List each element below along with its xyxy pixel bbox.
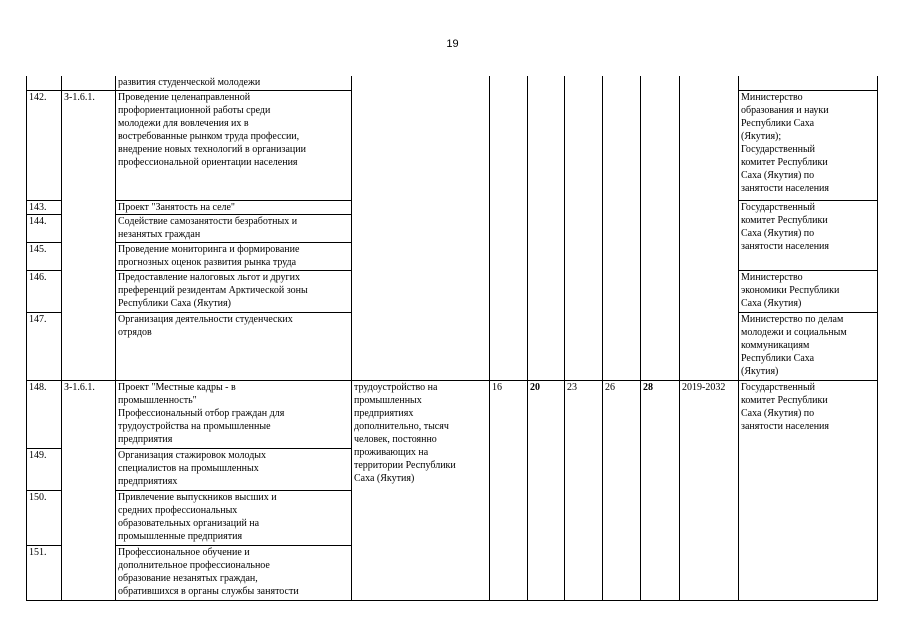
table-row	[27, 76, 878, 90]
page-number: 19	[446, 38, 459, 50]
code-cell: З-1.6.1.	[62, 90, 116, 380]
value-cell: 16	[490, 380, 528, 600]
value-cell: 20	[528, 380, 565, 600]
row-number-cell: 149.	[27, 448, 62, 490]
event-cell: Проведение мониторинга и формирование прогнозных оценок развития рынка труда	[116, 242, 352, 270]
row-number-cell: 143.	[27, 200, 62, 214]
value-cell	[490, 76, 528, 380]
event-cell: Проект "Местные кадры - в промышленность" Профессиональный отбор граждан для трудоустройства на промышленные предприятия	[116, 380, 352, 448]
value-cell	[565, 76, 603, 380]
value-cell	[641, 76, 680, 380]
value-cell	[603, 76, 641, 380]
event-cell: Предоставление налоговых льгот и других преференций резидентам Арктической зоны Республики Саха (Якутия)	[116, 270, 352, 312]
responsible-cell: Министерство экономики Республики Саха (Якутия)	[739, 270, 878, 312]
row-number-cell: 147.	[27, 312, 62, 380]
event-cell: Привлечение выпускников высших и средних профессиональных образовательных организаций на промышленные предприятия	[116, 490, 352, 545]
responsible-cell	[739, 76, 878, 90]
event-cell: развития студенческой молодежи	[116, 76, 352, 90]
responsible-cell: Министерство образования и науки Республики Саха (Якутия); Государственный комитет Республики Саха (Якутия) по занятости населения	[739, 90, 878, 200]
row-number-cell: 150.	[27, 490, 62, 545]
responsible-cell: Государственный комитет Республики Саха (Якутия) по занятости населения	[739, 380, 878, 600]
period-cell: 2019-2032	[680, 380, 739, 600]
row-number-cell	[27, 76, 62, 90]
event-cell: Организация деятельности студенческих отрядов	[116, 312, 352, 380]
responsible-cell: Государственный комитет Республики Саха (Якутия) по занятости населения	[739, 200, 878, 270]
measures-table	[26, 76, 878, 601]
responsible-cell: Министерство по делам молодежи и социальным коммуникациям Республики Саха (Якутия)	[739, 312, 878, 380]
period-cell	[680, 76, 739, 380]
event-cell: Проект "Занятость на селе"	[116, 200, 352, 214]
row-number-cell: 144.	[27, 214, 62, 242]
value-cell: 28	[641, 380, 680, 600]
code-cell: З-1.6.1.	[62, 380, 116, 600]
value-cell: 23	[565, 380, 603, 600]
value-cell	[528, 76, 565, 380]
row-number-cell: 142.	[27, 90, 62, 200]
table-row	[27, 380, 878, 448]
indicator-cell	[352, 76, 490, 380]
event-cell: Организация стажировок молодых специалистов на промышленных предприятиях	[116, 448, 352, 490]
value-cell: 26	[603, 380, 641, 600]
code-cell	[62, 76, 116, 90]
event-cell: Профессиональное обучение и дополнительное профессиональное образование незанятых граждан, обратившихся в органы службы занятости	[116, 545, 352, 600]
row-number-cell: 146.	[27, 270, 62, 312]
row-number-cell: 148.	[27, 380, 62, 448]
event-cell: Содействие самозанятости безработных и незанятых граждан	[116, 214, 352, 242]
row-number-cell: 145.	[27, 242, 62, 270]
row-number-cell: 151.	[27, 545, 62, 600]
indicator-cell: трудоустройство на промышленных предприятиях дополнительно, тысяч человек, постоянно проживающих на территории Республики Саха (Якутия)	[352, 380, 490, 600]
event-cell: Проведение целенаправленной профориентационной работы среди молодежи для вовлечения их в востребованные рынком труда профессии, внедрение новых технологий в организации профессиональной ориентации населения	[116, 90, 352, 200]
